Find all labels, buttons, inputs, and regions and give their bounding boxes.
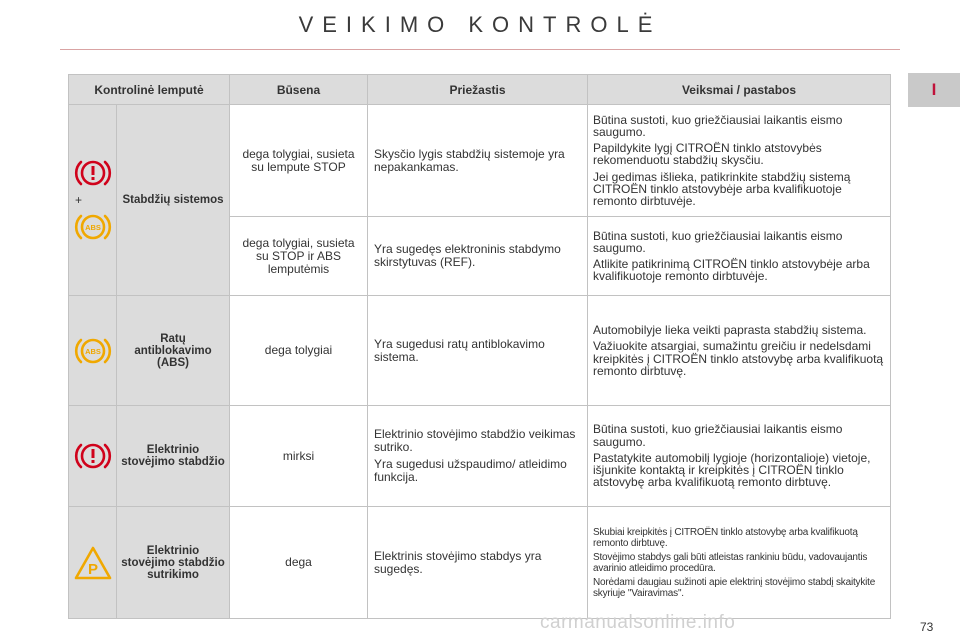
title-divider [60,49,900,50]
header-cause: Priežastis [368,75,588,105]
brake-system-label: Stabdžių sistemos [117,105,230,296]
page-title: VEIKIMO KONTROLĖ [298,12,662,37]
action-text: Automobilyje lieka veikti paprasta stabdžių sistema. [593,323,867,338]
abs-cause [368,296,588,406]
action-text: Atlikite patikrinimą CITROËN tinklo atstovybėje arba kvalifikuotoje remonto dirbtuvėje. [593,257,870,284]
brake-system-icons-cell [69,105,117,296]
brake-row1-actions [588,105,891,217]
action-text: Norėdami daugiau sužinoti apie elektrinį stovėjimo stabdį skaitykite skyriuje "Vairavimas". [593,576,876,599]
brake-row2-state: dega tolygiai, susieta su STOP ir ABS lemputėmis [230,217,368,296]
action-text: Jei gedimas išlieka, patikrinkite stabdžių sistemą CITROËN tinklo atstovybėje arba kvalifikuotoje remonto dirbtuvėje. [593,169,851,208]
action-text: Važiuokite atsargiai, sumažintu greičiu ir nedelsdami kreipkitės į CITROËN tinklo atstovybę arba kvalifikuotą remonto dirbtuvę. [593,339,884,378]
table-header-row [69,75,891,105]
parking-fault-state: dega [230,507,368,619]
action-text: Pastatykite automobilį lygioje (horizontalioje) vietoje, išjunkite kontaktą ir kreipkitės į CITROËN tinklo atstovybę arba kvalifikuotą remonto dirbtuvę. [593,450,871,490]
parking-fault-cause [368,507,588,619]
cause-text: Elektrinio stovėjimo stabdžio veikimas sutriko. [374,427,576,454]
parking-brake-warning-icon [73,439,113,473]
abs-system-label: Ratų antiblokavimo (ABS) [117,296,230,406]
parking-brake-icon-cell [69,406,117,507]
table-row [69,105,891,217]
brake-row1-state: dega tolygiai, susieta su lempute STOP [230,105,368,217]
chapter-tab-label: I [931,80,937,99]
abs-icon-cell [69,296,117,406]
watermark: carmanualsonline.info [540,612,736,633]
parking-brake-cause [368,406,588,507]
cause-text: Skysčio lygis stabdžių sistemoje yra nepakankamas. [374,146,565,174]
svg-text:ABS: ABS [84,346,101,356]
action-text: Būtina sustoti, kuo griežčiausiai laikantis eismo saugumo. [593,228,843,255]
action-text: Būtina sustoti, kuo griežčiausiai laikantis eismo saugumo. [593,112,843,139]
brake-warning-icon [73,156,113,190]
header-warning-light: Kontrolinė lemputė [69,75,230,105]
header-state: Būsena [230,75,368,105]
parking-brake-actions [588,406,891,507]
abs-state: dega tolygiai [230,296,368,406]
parking-brake-state: mirksi [230,406,368,507]
abs-warning-icon [73,210,113,244]
table-row [69,507,891,619]
cause-text: Yra sugedusi ratų antiblokavimo sistema. [374,336,545,364]
table-row [69,406,891,507]
parking-brake-system-label: Elektrinio stovėjimo stabdžio [117,406,230,507]
table-row [69,296,891,406]
plus-sign: + [75,193,83,207]
brake-row2-actions [588,217,891,296]
brake-row1-cause [368,105,588,217]
parking-fault-system-label: Elektrinio stovėjimo stabdžio sutrikimo [117,507,230,619]
action-text: Papildykite lygį CITROËN tinklo atstovybės rekomenduotu stabdžių skysčiu. [593,141,822,168]
warning-lights-table [68,74,891,619]
abs-actions [588,296,891,406]
cause-text: Yra sugedusi užspaudimo/ atleidimo funkcija. [374,457,567,484]
cause-text: Yra sugedęs elektroninis stabdymo skirstytuvas (REF). [374,242,561,269]
action-text: Stovėjimo stabdys gali būti atleistas rankiniu būdu, vadovaujantis avarinio atleidimo procedūra. [593,551,868,574]
cause-text: Elektrinis stovėjimo stabdys yra sugedęs. [374,548,542,576]
action-text: Skubiai kreipkitės į CITROËN tinklo atstovybę arba kvalifikuotą remonto dirbtuvę. [593,526,858,549]
parking-brake-fault-icon [73,545,113,581]
abs-warning-icon [73,334,113,368]
svg-text:ABS: ABS [84,223,101,232]
page-number: 73 [920,620,934,634]
svg-text:P: P [87,560,98,578]
parking-fault-icon-cell [69,507,117,619]
brake-row2-cause [368,217,588,296]
header-actions: Veiksmai / pastabos [588,75,891,105]
chapter-tab[interactable] [908,73,960,107]
action-text: Būtina sustoti, kuo griežčiausiai laikantis eismo saugumo. [593,422,843,449]
parking-fault-actions [588,507,891,619]
